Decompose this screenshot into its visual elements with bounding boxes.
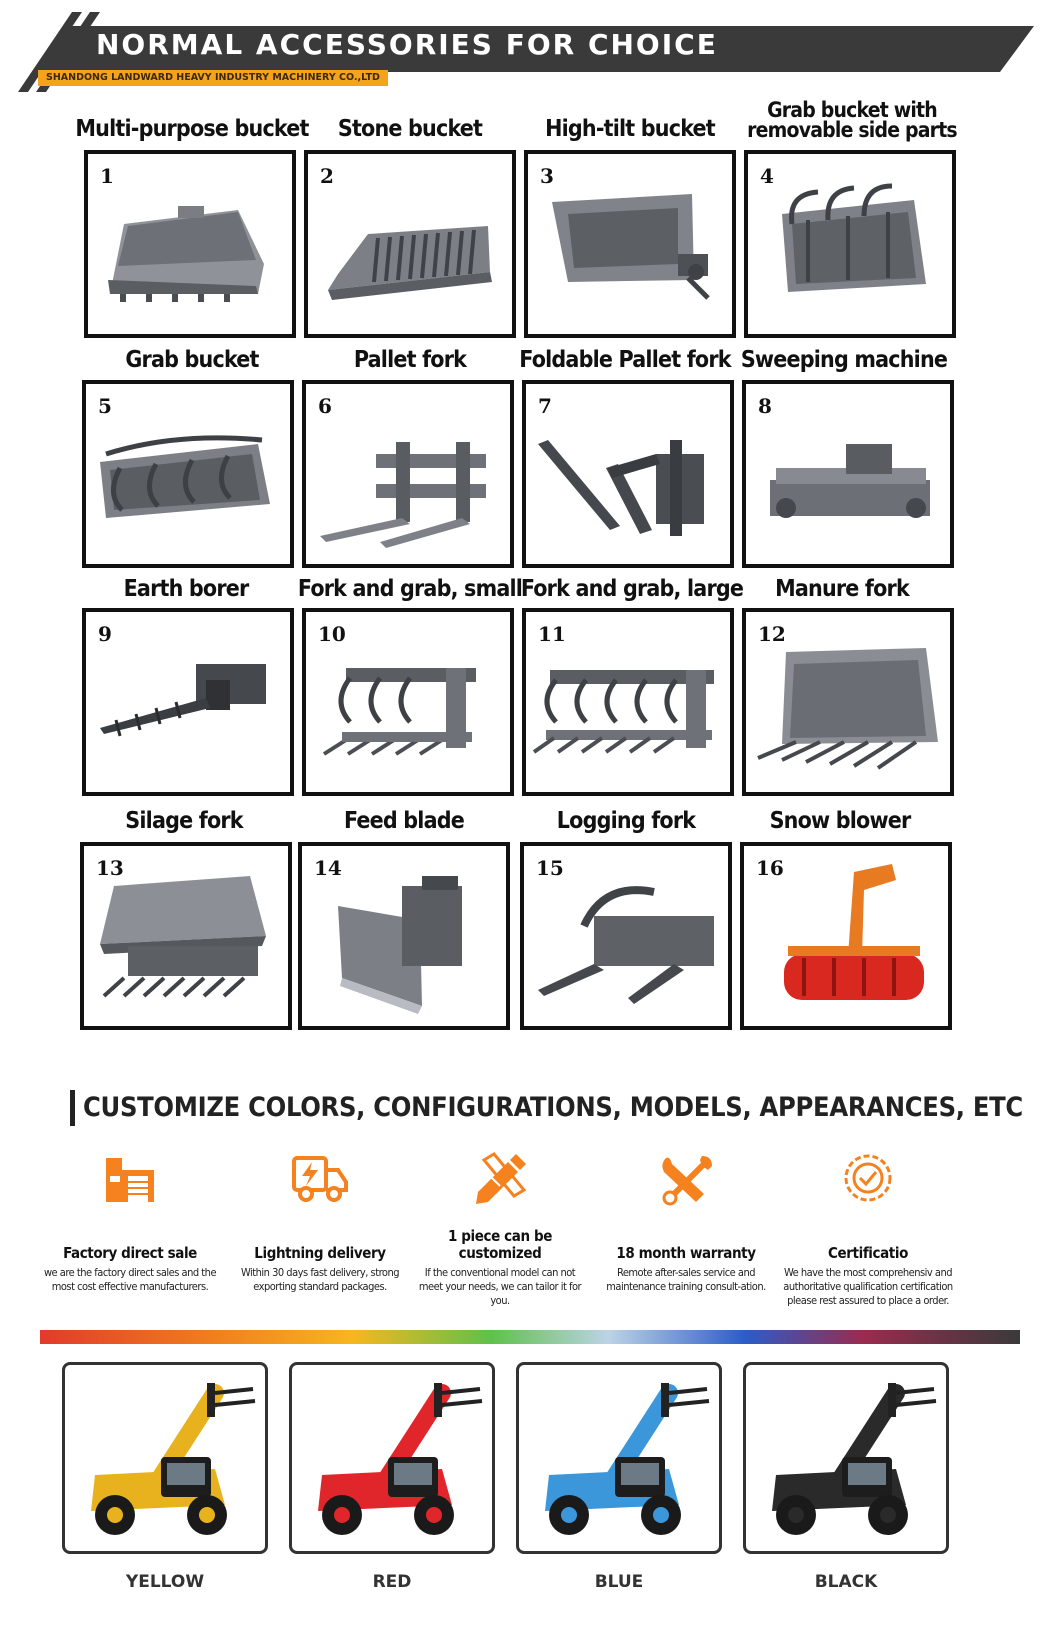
high-tilt-bucket-image [528, 154, 732, 334]
telehandler-image [292, 1365, 492, 1551]
accessory-card-9[interactable] [82, 608, 294, 796]
accessory-number: 2 [320, 164, 334, 188]
manure-fork-image [746, 612, 950, 792]
feature-desc: We have the most comprehensiv and authoritative qualification certification please rest assured to place a order. [783, 1266, 953, 1307]
accessory-label: Fork and grab, large [520, 576, 744, 602]
banner-title: NORMAL ACCESSORIES FOR CHOICE [96, 28, 718, 61]
accessory-number: 14 [314, 856, 342, 880]
grab-bucket-image [86, 384, 290, 564]
accessory-card-5[interactable] [82, 380, 294, 568]
accessory-label: High-tilt bucket [545, 116, 715, 142]
stone-bucket-image [308, 154, 512, 334]
factory-icon [100, 1150, 160, 1208]
feature-desc: we are the factory direct sales and the most cost effective manufacturers. [43, 1266, 217, 1293]
variant-card-black[interactable] [743, 1362, 949, 1554]
accessory-number: 11 [538, 622, 566, 646]
accessory-number: 16 [756, 856, 784, 880]
delivery-truck-icon [290, 1150, 350, 1208]
accessory-label: Multi-purpose bucket [75, 116, 309, 142]
accessory-label: Earth borer [123, 576, 249, 602]
accessory-number: 8 [758, 394, 772, 418]
accessory-label: Silage fork [125, 808, 243, 834]
accessory-number: 13 [96, 856, 124, 880]
accessory-card-3[interactable] [524, 150, 736, 338]
accessory-label: Pallet fork [353, 347, 467, 373]
variant-label: RED [372, 1572, 412, 1592]
variant-card-red[interactable] [289, 1362, 495, 1554]
silage-fork-image [84, 846, 288, 1026]
feature-title: 1 piece can be customized [448, 1227, 552, 1262]
accessory-number: 15 [536, 856, 564, 880]
accessory-card-2[interactable] [304, 150, 516, 338]
accessory-label: Logging fork [556, 808, 696, 834]
accessory-label: Grab bucket with removable side parts [747, 98, 957, 142]
pallet-fork-image [306, 384, 510, 564]
feature-desc: Remote after-sales service and maintenance training consult-ation. [606, 1266, 766, 1293]
foldable-pallet-fork-image [526, 384, 730, 564]
accessory-number: 5 [98, 394, 112, 418]
accessory-card-16[interactable] [740, 842, 952, 1030]
accessory-label: Grab bucket [125, 347, 259, 373]
feature-title: Lightning delivery [254, 1244, 386, 1262]
variant-label: BLACK [814, 1572, 878, 1592]
accessory-label: Snow blower [769, 808, 911, 834]
accessory-number: 7 [538, 394, 552, 418]
accessory-card-11[interactable] [522, 608, 734, 796]
accessory-number: 10 [318, 622, 346, 646]
sweeping-machine-image [746, 384, 950, 564]
feature-desc: If the conventional model can not meet your needs, we can tailor it for you. [418, 1266, 582, 1307]
accessory-number: 9 [98, 622, 112, 646]
variant-card-blue[interactable] [516, 1362, 722, 1554]
accessory-number: 1 [100, 164, 114, 188]
accessory-label: Feed blade [343, 808, 464, 834]
logging-fork-image [524, 846, 728, 1026]
accessory-label: Manure fork [775, 576, 909, 602]
accessory-card-4[interactable] [744, 150, 956, 338]
accessory-label: Foldable Pallet fork [519, 347, 731, 373]
telehandler-image [519, 1365, 719, 1551]
accessory-card-12[interactable] [742, 608, 954, 796]
feature-title: Factory direct sale [63, 1244, 197, 1262]
accessory-card-13[interactable] [80, 842, 292, 1030]
accessory-card-1[interactable] [84, 150, 296, 338]
bucket-image [88, 154, 292, 334]
accessory-number: 12 [758, 622, 786, 646]
feature-desc: Within 30 days fast delivery, strong exporting standard packages. [240, 1266, 400, 1293]
feed-blade-image [302, 846, 506, 1026]
telehandler-image [746, 1365, 946, 1551]
snow-blower-image [744, 846, 948, 1026]
feature-title: 18 month warranty [616, 1244, 756, 1262]
customize-pencil-icon [470, 1150, 530, 1208]
feature-title: Certificatio [828, 1244, 908, 1262]
accessory-card-7[interactable] [522, 380, 734, 568]
accessory-label: Stone bucket [337, 116, 483, 142]
accessory-label: Fork and grab, small [297, 576, 523, 602]
certificate-icon [838, 1150, 898, 1208]
grab-bucket-side-parts-image [748, 154, 952, 334]
variant-label: YELLOW [125, 1572, 205, 1592]
variant-card-yellow[interactable] [62, 1362, 268, 1554]
accessory-card-8[interactable] [742, 380, 954, 568]
telehandler-image [65, 1365, 265, 1551]
accessory-card-6[interactable] [302, 380, 514, 568]
color-gradient-bar [40, 1330, 1020, 1344]
tools-icon [656, 1150, 716, 1208]
accessory-card-10[interactable] [302, 608, 514, 796]
earth-borer-image [86, 612, 290, 792]
accessory-label: Sweeping machine [740, 347, 948, 373]
company-name: SHANDONG LANDWARD HEAVY INDUSTRY MACHINERY CO.,LTD [38, 70, 388, 86]
accessory-number: 4 [760, 164, 774, 188]
accessory-number: 3 [540, 164, 554, 188]
accessory-card-14[interactable] [298, 842, 510, 1030]
customize-title: CUSTOMIZE COLORS, CONFIGURATIONS, MODELS, APPEARANCES, ETC [70, 1090, 1023, 1126]
fork-grab-large-image [526, 612, 730, 792]
variant-label: BLUE [594, 1572, 644, 1592]
fork-grab-small-image [306, 612, 510, 792]
accessory-card-15[interactable] [520, 842, 732, 1030]
accessory-number: 6 [318, 394, 332, 418]
